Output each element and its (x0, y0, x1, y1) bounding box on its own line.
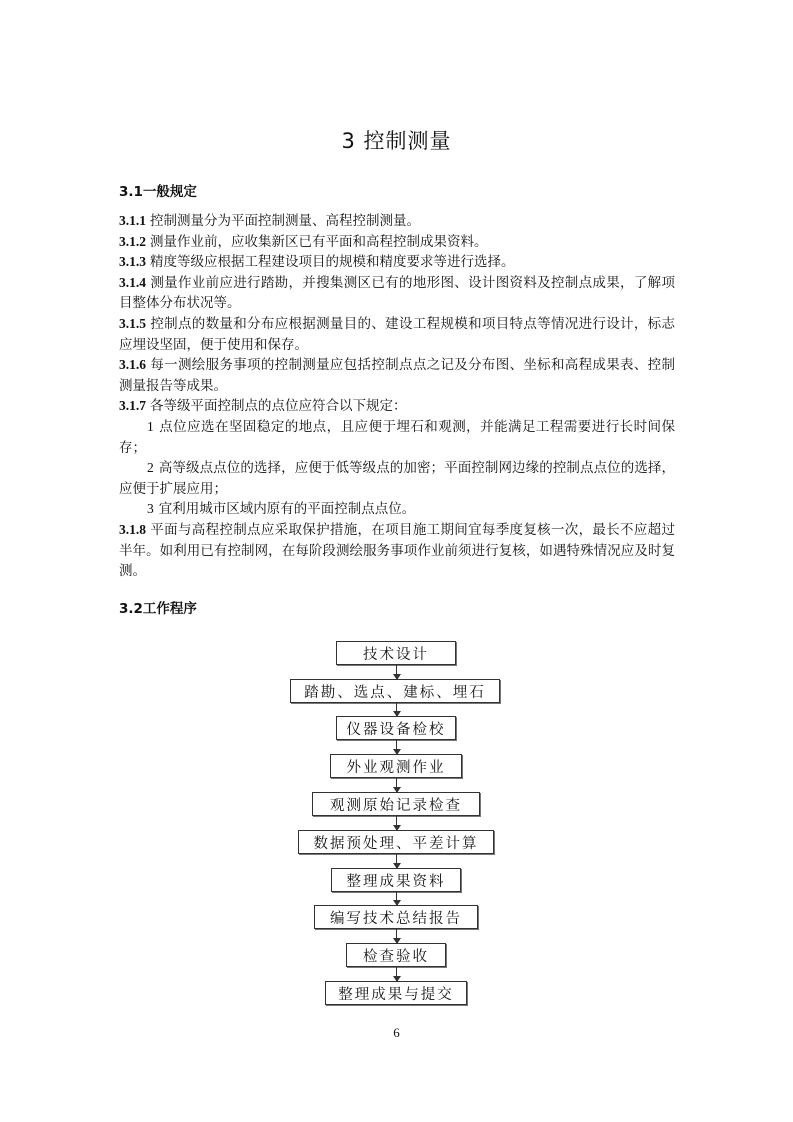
clause-text: 测量作业前应进行踏勘，并搜集测区已有的地形图、设计图资料及控制点成果，了解项目整体分布状况等。 (119, 274, 675, 312)
clause-number: 3.1.5 (119, 315, 146, 331)
page-title: 3 控制测量 (341, 129, 452, 153)
flow-step-technical-report: 编写技术总结报告 (314, 905, 478, 929)
list-item-2 (119, 458, 675, 499)
flow-step-field-observation: 外业观测作业 (330, 754, 462, 778)
flow-arrow (396, 892, 397, 905)
item-number: 2 (147, 460, 154, 476)
flow-arrow (396, 778, 397, 792)
clause-text: 平面与高程控制点应采取保护措施，在项目施工期间宜每季度复核一次，最长不应超过半年。如利用已有控制网，在每阶段测绘服务事项作业前须进行复核，如遇特殊情况应及时复测。 (119, 521, 675, 580)
clause-number: 3.1.6 (119, 357, 146, 373)
list-item-1 (119, 417, 675, 458)
clause-number: 3.1.2 (119, 233, 146, 249)
flow-arrow (396, 816, 397, 830)
flow-arrow (396, 854, 397, 868)
clause-text: 测量作业前，应收集新区已有平面和高程控制成果资料。 (150, 233, 488, 250)
clause-text: 控制点的数量和分布应根据测量目的、建设工程规模和项目特点等情况进行设计，标志应埋设坚固，便于使用和保存。 (119, 315, 675, 353)
item-text: 点位应选在坚固稳定的地点，且应便于埋石和观测，并能满足工程需要进行长时间保存； (119, 418, 675, 456)
clause-number: 3.1.3 (119, 254, 146, 270)
clause-3-1-2 (119, 232, 675, 253)
flow-arrow (396, 967, 397, 981)
list-item-3 (119, 499, 675, 520)
clause-number: 3.1.8 (119, 521, 146, 537)
flow-step-inspection-acceptance: 检查验收 (346, 943, 446, 967)
item-text: 高等级点点位的选择，应便于低等级点的加密；平面控制网边缘的控制点点位的选择，应便于扩展应用； (119, 460, 675, 497)
flow-step-survey-point-selection: 踏勘、选点、建标、埋石 (290, 679, 500, 703)
clause-text: 各等级平面控制点的点位应符合以下规定： (150, 398, 407, 415)
flow-arrow (396, 703, 397, 716)
clause-3-1-8 (119, 520, 675, 582)
clause-text: 精度等级应根据工程建设项目的规模和精度要求等进行选择。 (150, 254, 515, 271)
page-number: 6 (393, 1025, 400, 1040)
clause-3-1-6 (119, 355, 675, 396)
clause-text: 控制测量分为平面控制测量、高程控制测量。 (150, 213, 420, 229)
flow-arrow (396, 740, 397, 754)
flow-arrow (396, 929, 397, 943)
clause-3-1-5 (119, 314, 675, 355)
item-number: 3 (147, 501, 154, 517)
item-text: 宜利用城市区域内原有的平面控制点点位。 (158, 501, 416, 518)
clause-3-1-7 (119, 396, 675, 417)
clause-number: 3.1.7 (119, 398, 146, 414)
flow-step-technical-design: 技术设计 (336, 641, 456, 665)
flow-step-organize-results: 整理成果资料 (331, 868, 461, 892)
section-heading-workflow: 3.2工作程序 (119, 601, 197, 617)
clause-number: 3.1.1 (119, 213, 146, 228)
general-provisions-body (119, 211, 675, 582)
flow-step-record-check: 观测原始记录检查 (312, 792, 480, 816)
flow-arrow (396, 665, 397, 679)
section-heading-general: 3.1一般规定 (119, 184, 197, 200)
clause-number: 3.1.4 (119, 274, 146, 290)
clause-3-1-3 (119, 252, 675, 273)
clause-3-1-1 (119, 211, 675, 232)
clause-3-1-4 (119, 273, 675, 314)
flow-step-submit-results: 整理成果与提交 (325, 981, 467, 1005)
clause-text: 每一测绘服务事项的控制测量应包括控制点点之记及分布图、坐标和高程成果表、控制测量报告等成果。 (119, 357, 675, 394)
flow-step-adjustment-computation: 数据预处理、平差计算 (298, 830, 494, 854)
flow-step-instrument-calibration: 仪器设备检校 (336, 716, 456, 740)
item-number: 1 (147, 418, 154, 434)
